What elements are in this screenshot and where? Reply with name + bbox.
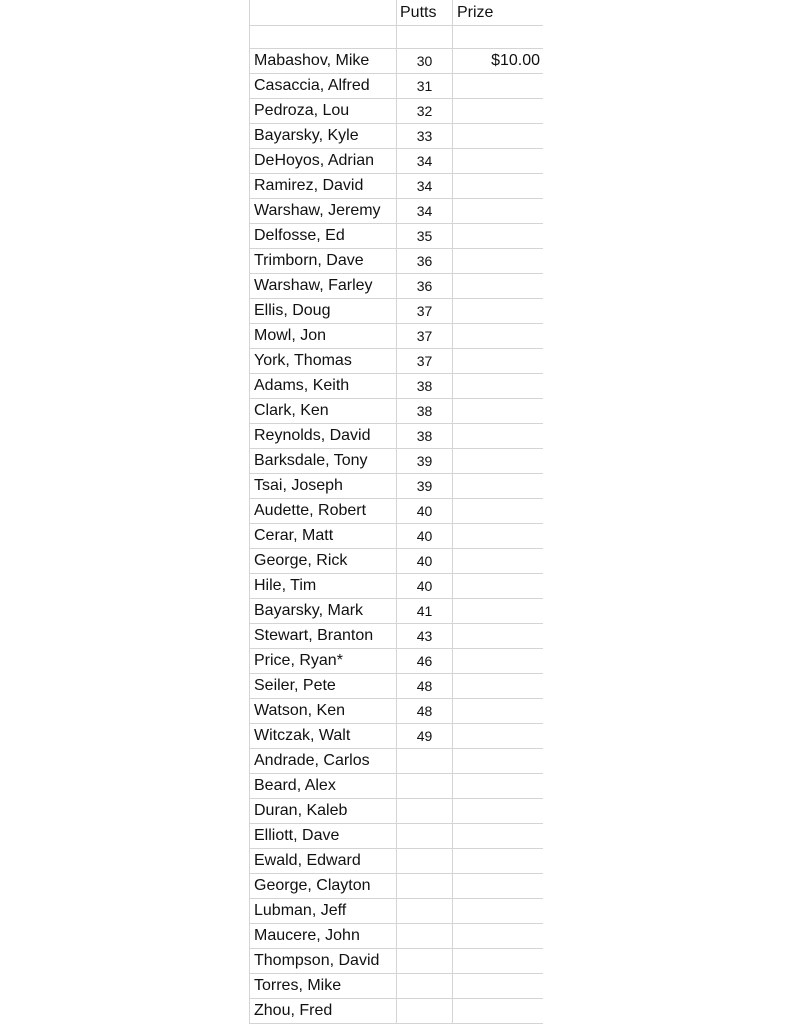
player-name-cell[interactable]: Witczak, Walt — [249, 724, 396, 748]
player-name-cell[interactable]: Watson, Ken — [249, 699, 396, 723]
prize-cell[interactable] — [452, 749, 543, 773]
player-name-cell[interactable]: Lubman, Jeff — [249, 899, 396, 923]
prize-cell[interactable] — [452, 549, 543, 573]
putts-cell[interactable]: 37 — [396, 299, 452, 323]
prize-cell[interactable] — [452, 799, 543, 823]
table-row — [249, 974, 543, 999]
prize-cell[interactable] — [452, 124, 543, 148]
table-row — [249, 349, 543, 374]
putts-cell[interactable]: 40 — [396, 499, 452, 523]
player-name-cell[interactable]: Seiler, Pete — [249, 674, 396, 698]
table-row — [249, 499, 543, 524]
player-name-cell[interactable]: Trimborn, Dave — [249, 249, 396, 273]
player-name-cell[interactable]: DeHoyos, Adrian — [249, 149, 396, 173]
putts-cell[interactable] — [396, 799, 452, 823]
prize-cell[interactable] — [452, 199, 543, 223]
putts-cell[interactable]: 40 — [396, 574, 452, 598]
prize-cell[interactable] — [452, 349, 543, 373]
putts-cell[interactable]: 37 — [396, 324, 452, 348]
player-name-cell[interactable]: Adams, Keith — [249, 374, 396, 398]
player-name-cell[interactable]: Mabashov, Mike — [249, 49, 396, 73]
table-row — [249, 949, 543, 974]
player-name-cell[interactable]: Maucere, John — [249, 924, 396, 948]
table-row — [249, 774, 543, 799]
putts-cell[interactable] — [396, 749, 452, 773]
prize-cell[interactable] — [452, 674, 543, 698]
prize-cell[interactable] — [452, 74, 543, 98]
table-row — [249, 124, 543, 149]
putts-cell[interactable]: 31 — [396, 74, 452, 98]
blank-prize-cell[interactable] — [452, 26, 543, 48]
player-name-cell[interactable]: Barksdale, Tony — [249, 449, 396, 473]
table-row — [249, 874, 543, 899]
putts-cell[interactable]: 34 — [396, 149, 452, 173]
header-prize-cell[interactable]: Prize — [452, 0, 543, 25]
prize-cell[interactable] — [452, 624, 543, 648]
player-name-cell[interactable]: Ramirez, David — [249, 174, 396, 198]
prize-cell[interactable] — [452, 574, 543, 598]
table-row — [249, 424, 543, 449]
prize-cell[interactable] — [452, 299, 543, 323]
blank-name-cell[interactable] — [249, 26, 396, 48]
player-name-cell[interactable]: Cerar, Matt — [249, 524, 396, 548]
table-row — [249, 699, 543, 724]
player-name-cell[interactable]: Beard, Alex — [249, 774, 396, 798]
table-row — [249, 199, 543, 224]
putts-cell[interactable] — [396, 874, 452, 898]
player-name-cell[interactable]: Hile, Tim — [249, 574, 396, 598]
table-row — [249, 474, 543, 499]
player-name-cell[interactable]: Warshaw, Jeremy — [249, 199, 396, 223]
player-name-cell[interactable]: Stewart, Branton — [249, 624, 396, 648]
putts-cell[interactable]: 38 — [396, 374, 452, 398]
putts-cell[interactable] — [396, 899, 452, 923]
table-row — [249, 749, 543, 774]
player-name-cell[interactable]: Warshaw, Farley — [249, 274, 396, 298]
player-name-cell[interactable]: Audette, Robert — [249, 499, 396, 523]
player-name-cell[interactable]: Casaccia, Alfred — [249, 74, 396, 98]
player-name-cell[interactable]: Pedroza, Lou — [249, 99, 396, 123]
player-name-cell[interactable]: Clark, Ken — [249, 399, 396, 423]
prize-cell[interactable] — [452, 849, 543, 873]
prize-cell[interactable] — [452, 874, 543, 898]
table-row — [249, 174, 543, 199]
prize-cell[interactable] — [452, 974, 543, 998]
table-row — [249, 249, 543, 274]
prize-cell[interactable] — [452, 249, 543, 273]
player-name-cell[interactable]: Ewald, Edward — [249, 849, 396, 873]
prize-cell[interactable] — [452, 999, 543, 1023]
player-name-cell[interactable]: Bayarsky, Kyle — [249, 124, 396, 148]
player-name-cell[interactable]: Price, Ryan* — [249, 649, 396, 673]
table-row — [249, 824, 543, 849]
prize-cell[interactable] — [452, 374, 543, 398]
player-name-cell[interactable]: Mowl, Jon — [249, 324, 396, 348]
table-row — [249, 224, 543, 249]
putts-cell[interactable]: 39 — [396, 474, 452, 498]
player-name-cell[interactable]: Ellis, Doug — [249, 299, 396, 323]
prize-cell[interactable] — [452, 99, 543, 123]
prize-cell[interactable] — [452, 599, 543, 623]
player-rows — [249, 49, 543, 1024]
player-name-cell[interactable]: Andrade, Carlos — [249, 749, 396, 773]
table-row — [249, 299, 543, 324]
putts-cell[interactable]: 34 — [396, 199, 452, 223]
table-row — [249, 374, 543, 399]
putts-cell[interactable]: 49 — [396, 724, 452, 748]
header-putts-cell[interactable]: Putts — [396, 0, 452, 25]
putts-cell[interactable]: 43 — [396, 624, 452, 648]
putts-cell[interactable]: 48 — [396, 699, 452, 723]
prize-cell[interactable] — [452, 424, 543, 448]
putts-cell[interactable]: 36 — [396, 274, 452, 298]
putts-cell[interactable]: 40 — [396, 549, 452, 573]
table-row — [249, 624, 543, 649]
prize-cell[interactable] — [452, 924, 543, 948]
putting-results-table — [249, 0, 543, 1024]
prize-cell[interactable] — [452, 224, 543, 248]
blank-putts-cell[interactable] — [396, 26, 452, 48]
putts-cell[interactable]: 41 — [396, 599, 452, 623]
putts-cell[interactable] — [396, 999, 452, 1023]
player-name-cell[interactable]: Torres, Mike — [249, 974, 396, 998]
prize-cell[interactable] — [452, 699, 543, 723]
prize-cell[interactable] — [452, 274, 543, 298]
table-row — [249, 324, 543, 349]
player-name-cell[interactable]: Delfosse, Ed — [249, 224, 396, 248]
prize-cell[interactable] — [452, 499, 543, 523]
table-row — [249, 574, 543, 599]
table-row — [249, 649, 543, 674]
player-name-cell[interactable]: Bayarsky, Mark — [249, 599, 396, 623]
table-row — [249, 49, 543, 74]
putts-cell[interactable]: 37 — [396, 349, 452, 373]
putts-cell[interactable]: 38 — [396, 424, 452, 448]
table-row — [249, 449, 543, 474]
player-name-cell[interactable]: Tsai, Joseph — [249, 474, 396, 498]
prize-cell[interactable] — [452, 474, 543, 498]
putts-cell[interactable]: 33 — [396, 124, 452, 148]
prize-cell[interactable] — [452, 449, 543, 473]
player-name-cell[interactable]: Thompson, David — [249, 949, 396, 973]
putts-cell[interactable] — [396, 974, 452, 998]
putts-cell[interactable]: 30 — [396, 49, 452, 73]
table-row — [249, 599, 543, 624]
player-name-cell[interactable]: George, Rick — [249, 549, 396, 573]
player-name-cell[interactable]: Duran, Kaleb — [249, 799, 396, 823]
prize-cell[interactable] — [452, 149, 543, 173]
putts-cell[interactable]: 38 — [396, 399, 452, 423]
player-name-cell[interactable]: Elliott, Dave — [249, 824, 396, 848]
table-row — [249, 999, 543, 1024]
putts-cell[interactable]: 32 — [396, 99, 452, 123]
header-row — [249, 0, 543, 26]
table-row — [249, 899, 543, 924]
table-row — [249, 74, 543, 99]
putts-cell[interactable] — [396, 824, 452, 848]
table-row — [249, 674, 543, 699]
putts-cell[interactable] — [396, 774, 452, 798]
putts-cell[interactable] — [396, 849, 452, 873]
table-row — [249, 849, 543, 874]
prize-cell[interactable] — [452, 324, 543, 348]
player-name-cell[interactable]: York, Thomas — [249, 349, 396, 373]
table-row — [249, 149, 543, 174]
prize-cell[interactable]: $10.00 — [452, 49, 543, 73]
table-row — [249, 549, 543, 574]
table-row — [249, 99, 543, 124]
table-row — [249, 724, 543, 749]
prize-cell[interactable] — [452, 774, 543, 798]
putts-cell[interactable]: 34 — [396, 174, 452, 198]
header-name-cell[interactable] — [249, 0, 396, 25]
prize-cell[interactable] — [452, 724, 543, 748]
table-row — [249, 799, 543, 824]
player-name-cell[interactable]: George, Clayton — [249, 874, 396, 898]
table-row — [249, 924, 543, 949]
putts-cell[interactable]: 39 — [396, 449, 452, 473]
table-row — [249, 274, 543, 299]
prize-cell[interactable] — [452, 524, 543, 548]
putts-cell[interactable]: 46 — [396, 649, 452, 673]
blank-row — [249, 26, 543, 49]
player-name-cell[interactable]: Reynolds, David — [249, 424, 396, 448]
putts-cell[interactable]: 36 — [396, 249, 452, 273]
putts-cell[interactable] — [396, 949, 452, 973]
putts-cell[interactable]: 35 — [396, 224, 452, 248]
player-name-cell[interactable]: Zhou, Fred — [249, 999, 396, 1023]
prize-cell[interactable] — [452, 824, 543, 848]
putts-cell[interactable]: 48 — [396, 674, 452, 698]
prize-cell[interactable] — [452, 174, 543, 198]
prize-cell[interactable] — [452, 949, 543, 973]
prize-cell[interactable] — [452, 399, 543, 423]
prize-cell[interactable] — [452, 649, 543, 673]
table-row — [249, 524, 543, 549]
putts-cell[interactable]: 40 — [396, 524, 452, 548]
prize-cell[interactable] — [452, 899, 543, 923]
table-row — [249, 399, 543, 424]
putts-cell[interactable] — [396, 924, 452, 948]
